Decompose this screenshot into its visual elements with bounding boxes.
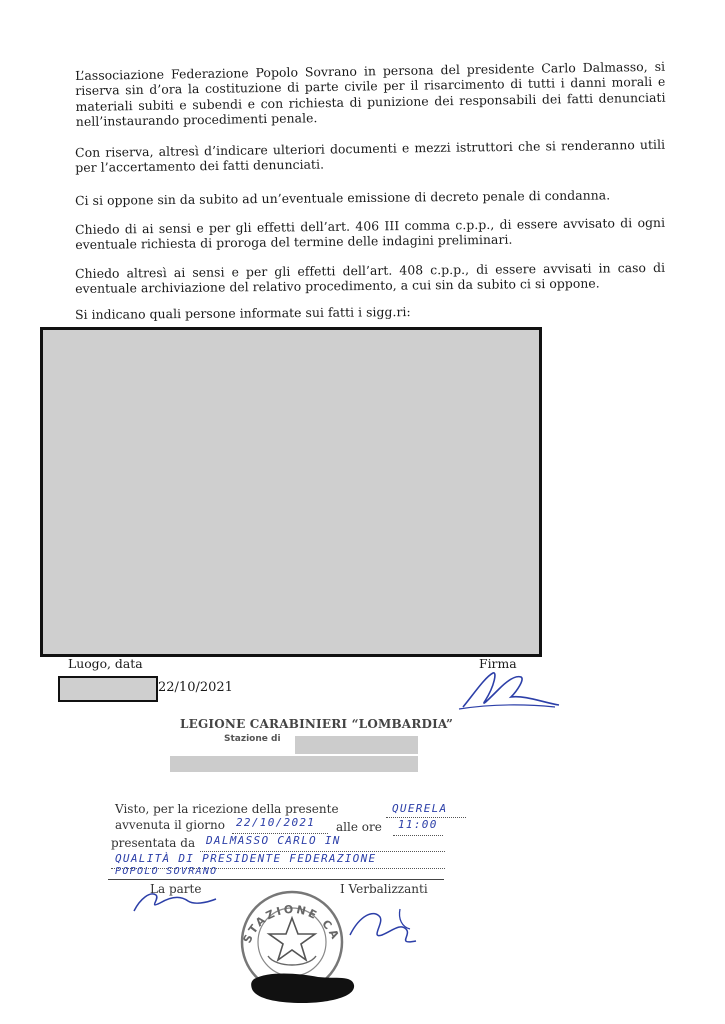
paragraph-art-408: Chiedo altresì ai sensi e per gli effetti dell’art. 408 c.p.p., di essere avvisati in caso di eventuale archiviazione del relativo procedimento, a cui sin da subito ci si oppone. xyxy=(75,259,666,297)
stamp-line-time-prefix: alle ore xyxy=(336,820,382,834)
redacted-station-name xyxy=(295,736,418,754)
paragraph-witnesses-intro: Si indicano quali persone informate sui fatti i sigg.ri: xyxy=(75,304,411,322)
seal-text: STAZIONE CARABINIERI xyxy=(226,872,343,946)
handwritten-time: 11:00 xyxy=(398,818,438,831)
handwritten-presenter: DALMASSO CARLO IN xyxy=(206,834,341,847)
stamp-line-received: Visto, per la ricezione della presente xyxy=(115,802,339,816)
handwritten-quality: QUALITÀ DI PRESIDENTE FEDERAZIONE xyxy=(115,852,377,865)
paragraph-reservation: Con riserva, altresì d’indicare ulteriori documenti e mezzi istruttori che si renderanno utili per l’accertamento dei fatti denunciati. xyxy=(75,136,666,176)
paragraph-opposition-decree: Ci si oppone sin da subito ad un’eventuale emissione di decreto penale di condanna. xyxy=(75,187,611,208)
handwritten-querela: QUERELA xyxy=(392,802,448,815)
redacted-witness-list xyxy=(40,327,542,657)
redaction-scribble xyxy=(248,965,358,1010)
party-label: La parte xyxy=(150,882,202,896)
officer-signature-mark xyxy=(340,905,420,950)
paragraph-art-406: Chiedo di ai sensi e per gli effetti dell’art. 406 III comma c.p.p., di essere avvisato di ogni eventuale richiesta di proroga del termine delle indagini preliminari. xyxy=(75,214,666,253)
officers-label: I Verbalizzanti xyxy=(340,882,428,896)
station-label: Stazione di xyxy=(224,734,281,744)
signature-mark xyxy=(455,665,565,715)
signature-label: Firma xyxy=(479,656,517,671)
handwritten-organization: POPOLO SOVRANO xyxy=(115,866,218,877)
stamp-line-presented-by: presentata da xyxy=(111,836,196,850)
party-signature-mark xyxy=(130,885,220,915)
place-date-label: Luogo, data xyxy=(68,656,143,671)
stamp-line-date-prefix: avvenuta il giorno xyxy=(115,818,225,832)
handwritten-date: 22/10/2021 xyxy=(236,816,316,829)
redacted-place xyxy=(58,676,158,702)
redacted-station-address xyxy=(170,756,418,772)
stamp-header: LEGIONE CARABINIERI “LOMBARDIA” xyxy=(180,717,454,731)
paragraph-civil-party: L’associazione Federazione Popolo Sovrano in persona del presidente Carlo Dalmasso, si riserva sin d’ora la costituzione di parte civile per il risarcimento di tutti i danni morali e materiali subiti e subendi e con richiesta di punizione dei responsabili dei fatti denunciati nell’instaurando procedimenti penale. xyxy=(75,58,666,130)
date-value: 22/10/2021 xyxy=(158,680,233,695)
